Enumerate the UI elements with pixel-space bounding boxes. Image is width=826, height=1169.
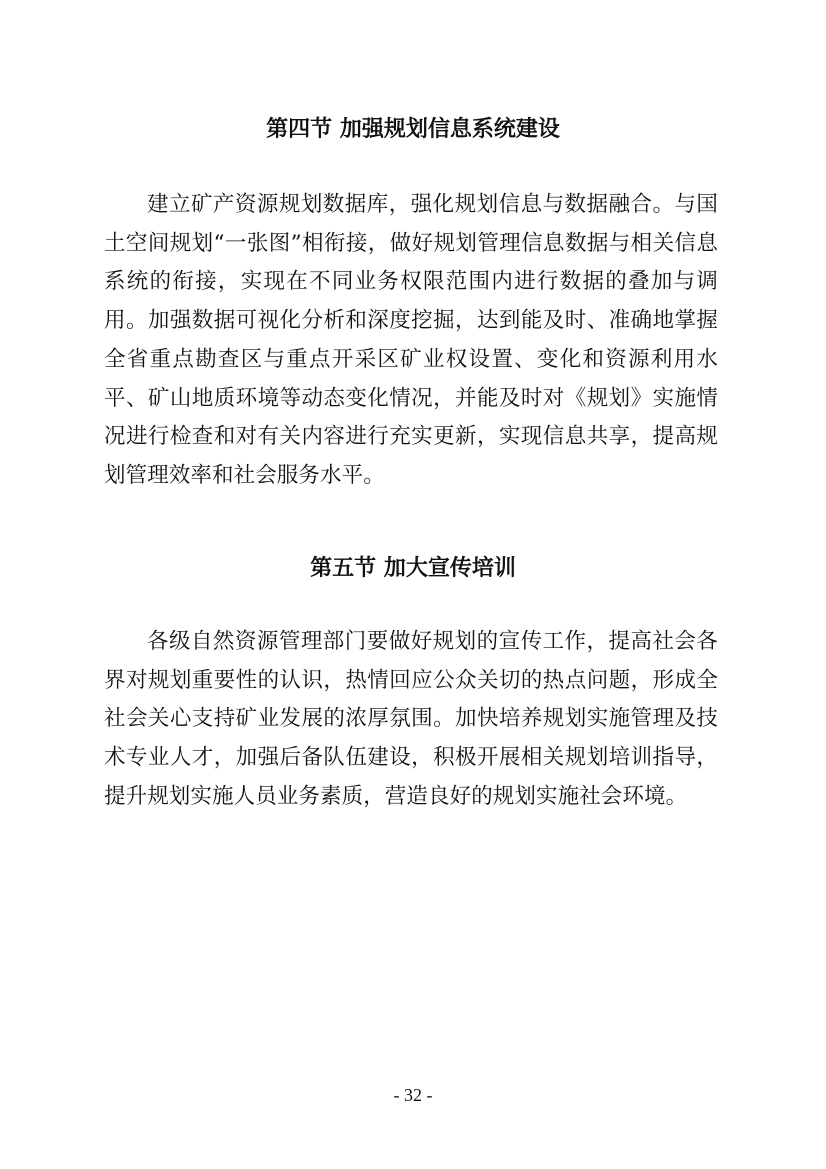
- section-paragraph-5: 各级自然资源管理部门要做好规划的宣传工作，提高社会各界对规划重要性的认识，热情回应公众关切的热点问题，形成全社会关心支持矿业发展的浓厚氛围。加快培养规划实施管理及技术专业人才，加强后备队伍建设，积极开展相关规划培训指导，提升规划实施人员业务素质，营造良好的规划实施社会环境。: [104, 629, 718, 809]
- section-title-5: 第五节 加大宣传培训: [310, 556, 516, 581]
- section-paragraph-4: 建立矿产资源规划数据库，强化规划信息与数据融合。与国土空间规划“一张图”相衔接，做好规划管理信息数据与相关信息系统的衔接，实现在不同业务权限范围内进行数据的叠加与调用。加强数据可视化分析和深度挖掘，达到能及时、准确地掌握全省重点勘查区与重点开采区矿业权设置、变化和资源利用水平、矿山地质环境等动态变化情况，并能及时对《规划》实施情况进行检查和对有关内容进行充实更新，实现信息共享，提高规划管理效率和社会服务水平。: [104, 192, 718, 488]
- page-number: - 32 -: [393, 1085, 433, 1105]
- section-title-4: 第四节 加强规划信息系统建设: [266, 117, 560, 142]
